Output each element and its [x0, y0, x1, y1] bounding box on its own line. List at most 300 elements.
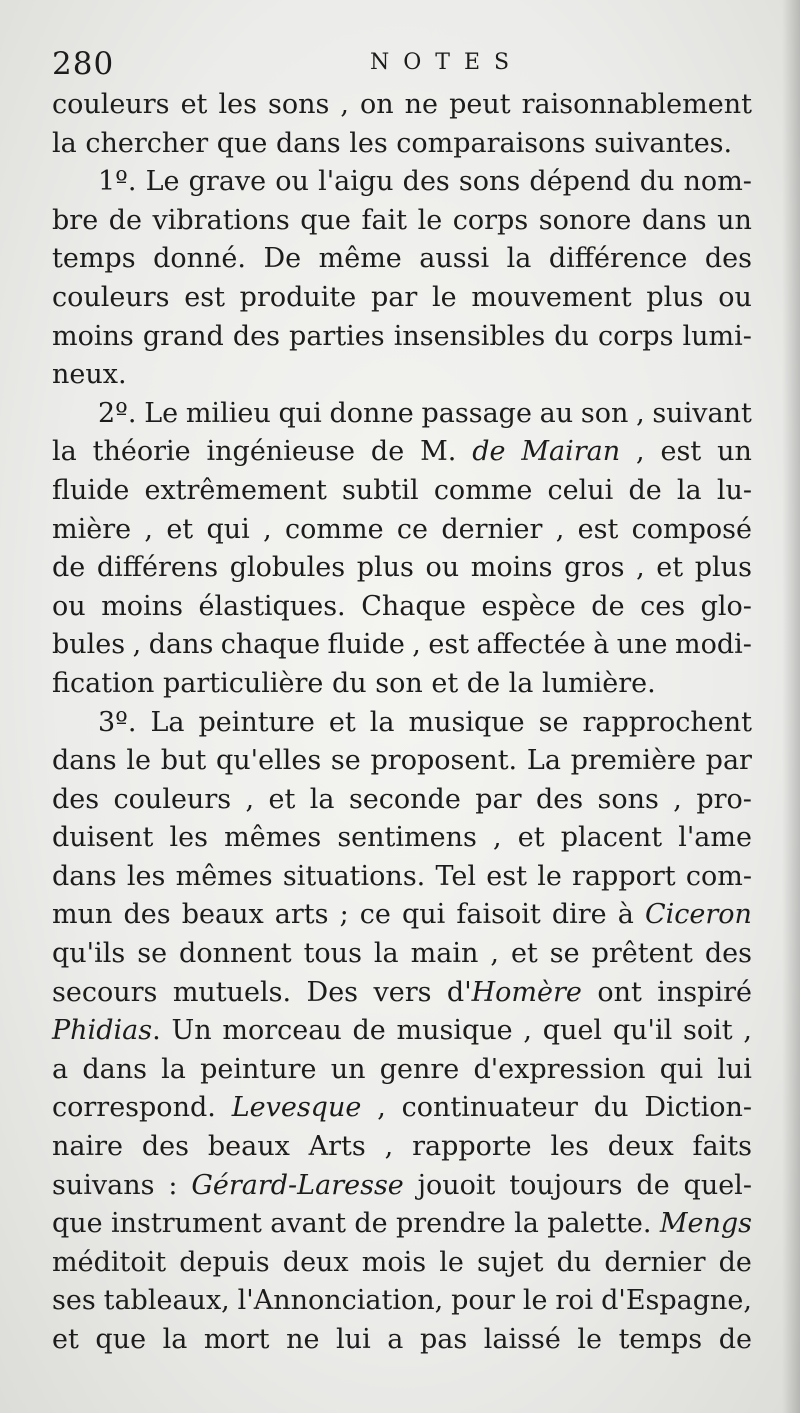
word: affectée	[476, 629, 586, 661]
word: par	[475, 783, 522, 815]
word: 3º.	[98, 706, 137, 738]
word: pas	[419, 1324, 468, 1355]
word: Un	[171, 1015, 212, 1047]
word: la	[676, 474, 702, 506]
word: Arts	[308, 1131, 366, 1163]
word: peinture	[200, 1053, 317, 1085]
word: le	[522, 1285, 548, 1317]
word: comme	[433, 474, 533, 506]
word: main	[410, 938, 479, 970]
word: quel	[542, 1015, 603, 1047]
text-line	[52, 1205, 752, 1244]
word: duisent	[52, 822, 154, 854]
word: d'Homère	[446, 976, 582, 1008]
word: que	[52, 1208, 103, 1240]
word: plus	[694, 552, 752, 584]
word: pour	[451, 1285, 515, 1317]
text-line	[52, 858, 752, 897]
word: et	[431, 667, 459, 699]
word: qu'il	[612, 1015, 673, 1047]
word: vers	[373, 976, 432, 1008]
word: ce	[396, 513, 428, 545]
word: de	[354, 1208, 388, 1240]
word: corps	[452, 204, 529, 236]
word: dépend	[529, 166, 631, 198]
word: des	[704, 243, 752, 275]
word: rapporte	[412, 1131, 532, 1163]
word: Tel	[435, 860, 477, 892]
word: ces	[640, 590, 686, 622]
word: morceau	[222, 1015, 342, 1047]
word: des	[704, 938, 752, 970]
word: méditoit	[52, 1246, 167, 1278]
word: ou	[718, 281, 752, 313]
word: théorie	[92, 436, 191, 468]
word: ,	[384, 1131, 394, 1163]
word: fluide	[52, 474, 130, 506]
word: la	[514, 1208, 539, 1240]
word: ou	[425, 552, 460, 584]
word: ingénieuse	[206, 436, 356, 468]
word: ,	[636, 436, 645, 468]
word: 2º.	[98, 397, 137, 429]
text-line	[52, 1244, 752, 1283]
word: est	[486, 860, 527, 892]
text-line	[52, 742, 752, 781]
word: tous	[303, 938, 362, 970]
word: ,	[377, 1092, 386, 1124]
word: et	[166, 513, 194, 545]
word: comparaisons	[396, 127, 586, 159]
word: suivantes.	[594, 127, 733, 159]
word: ,	[636, 397, 645, 429]
word: que	[95, 1324, 147, 1355]
word: espèce	[481, 590, 576, 622]
word: des	[232, 320, 280, 352]
word: couleurs	[52, 281, 170, 313]
text-line	[52, 781, 752, 820]
word: prêtent	[591, 938, 693, 970]
word: M.	[420, 436, 457, 468]
word: le	[417, 204, 443, 236]
word: le	[126, 745, 151, 777]
word: quel-	[683, 1169, 752, 1201]
word: faisoit	[456, 899, 541, 931]
text-line	[52, 1321, 752, 1360]
word: mière	[52, 513, 132, 545]
word: roi	[555, 1285, 594, 1317]
word: de	[370, 436, 405, 468]
word: du	[331, 667, 367, 699]
word: tableaux,	[103, 1285, 230, 1317]
text-line	[52, 279, 752, 318]
word: La	[150, 706, 185, 738]
word: ,	[412, 629, 421, 661]
text-line	[52, 1012, 752, 1051]
word: moins	[52, 320, 134, 352]
word: dans	[52, 860, 117, 892]
word: le	[577, 1324, 603, 1355]
word: depuis	[179, 1246, 270, 1278]
word: une	[616, 629, 668, 661]
word: les	[550, 1131, 589, 1163]
word: laissé	[483, 1324, 561, 1355]
word: se	[330, 745, 361, 777]
word: ,	[132, 629, 142, 661]
word: :	[168, 1169, 178, 1201]
word: ,	[673, 783, 682, 815]
word: la	[369, 706, 395, 738]
word: passage	[421, 397, 532, 429]
word: musique	[408, 706, 525, 738]
page-gutter-shadow	[782, 0, 800, 1413]
word: grave	[188, 166, 267, 198]
word: ,	[493, 822, 502, 854]
word: est	[660, 436, 702, 468]
word: ,	[555, 513, 565, 545]
word: mort	[203, 1324, 270, 1355]
word: de	[108, 204, 142, 236]
word: par	[705, 745, 752, 777]
word: raisonnablement	[521, 89, 752, 120]
word: des	[535, 783, 584, 815]
word: la	[373, 938, 399, 970]
text-line	[52, 896, 752, 935]
word: le	[439, 1246, 464, 1278]
word: toujours	[509, 1169, 623, 1201]
word: et	[656, 552, 684, 584]
word: donne	[329, 397, 414, 429]
word: comme	[285, 513, 384, 545]
word: et	[510, 938, 538, 970]
word: peut	[449, 89, 511, 120]
word: soit	[682, 1015, 733, 1047]
text-line	[52, 1089, 752, 1128]
word: Le	[145, 166, 180, 198]
word: les	[349, 127, 388, 159]
text-line	[52, 588, 752, 627]
word: suivans	[52, 1169, 155, 1201]
word: chaque	[220, 629, 321, 661]
text-line	[52, 511, 752, 550]
body-text	[52, 86, 752, 1360]
word: son	[580, 397, 629, 429]
word: l'Annonciation,	[237, 1285, 444, 1317]
word: le	[432, 281, 457, 313]
word: du	[639, 166, 675, 198]
word: par	[370, 281, 418, 313]
word: dans	[275, 127, 341, 159]
word: de	[718, 1324, 752, 1355]
text-line	[52, 1167, 752, 1206]
word: se	[137, 938, 168, 970]
text-line	[52, 356, 752, 395]
text-line	[52, 1282, 752, 1321]
word: d'Espagne,	[601, 1285, 752, 1317]
word: ne	[404, 89, 439, 120]
word: et	[268, 783, 296, 815]
text-line	[52, 819, 752, 858]
word: particulière	[162, 667, 324, 699]
word: ,	[523, 1015, 533, 1047]
word: chercher	[85, 127, 209, 159]
word: ,	[743, 1015, 752, 1047]
word: mêmes	[175, 860, 273, 892]
word: gros	[564, 552, 625, 584]
word: du	[556, 1246, 592, 1278]
word: inspiré	[657, 976, 752, 1008]
word: globules	[229, 552, 346, 584]
word: fluide	[327, 629, 405, 661]
word: mun	[52, 899, 113, 931]
word: la	[52, 127, 77, 159]
text-line	[52, 433, 752, 472]
word: sons	[267, 89, 330, 120]
word: bre	[52, 204, 99, 236]
word: qui	[402, 899, 446, 931]
word: que	[300, 204, 351, 236]
word: au	[539, 397, 574, 429]
word: corps	[598, 320, 674, 352]
word: de	[628, 474, 662, 506]
word: prendre	[395, 1208, 506, 1240]
word: se	[538, 706, 569, 738]
word: du	[554, 320, 589, 352]
word: des	[123, 899, 171, 931]
word: peinture	[198, 706, 315, 738]
text-line	[52, 202, 752, 241]
word: Phidias.	[52, 1015, 161, 1047]
word: même	[318, 243, 402, 275]
word: et	[517, 822, 545, 854]
word: un	[717, 204, 752, 236]
word: l'aigu	[318, 166, 394, 198]
word: à	[593, 629, 610, 661]
word: ,	[144, 513, 154, 545]
word: parties	[289, 320, 385, 352]
word: la	[309, 783, 335, 815]
word: ;	[339, 899, 349, 931]
word: sons	[597, 783, 659, 815]
word: fait	[361, 204, 408, 236]
word: dernier	[604, 1246, 706, 1278]
word: Diction-	[644, 1092, 752, 1124]
word: mouvement	[471, 281, 632, 313]
word: plus	[646, 281, 704, 313]
word: dernier	[441, 513, 543, 545]
word: suivant	[652, 397, 752, 429]
word: correspond.	[52, 1092, 216, 1124]
word: temps	[52, 243, 136, 275]
word: moins	[101, 590, 183, 622]
word: jouoit	[417, 1169, 496, 1201]
word: première	[570, 745, 696, 777]
word: glo-	[700, 590, 752, 622]
word: sonore	[538, 204, 632, 236]
word: la	[161, 1053, 186, 1085]
word: but	[160, 745, 207, 777]
word: situations.	[282, 860, 426, 892]
word: dire	[551, 899, 607, 931]
word: dans	[641, 204, 707, 236]
word: est	[184, 281, 225, 313]
word: vibrations	[152, 204, 290, 236]
word: milieu	[185, 397, 271, 429]
text-line	[52, 86, 752, 125]
text-line	[52, 318, 752, 357]
word: qui	[206, 513, 250, 545]
word: sons	[458, 166, 521, 198]
word: des	[52, 783, 100, 815]
word: sujet	[477, 1246, 544, 1278]
word: deux	[282, 1246, 349, 1278]
text-line	[52, 1051, 752, 1090]
word: ont	[597, 976, 642, 1008]
word: naire	[52, 1131, 124, 1163]
word: et	[180, 89, 208, 120]
word: les	[126, 860, 166, 892]
word: grand	[142, 320, 224, 352]
word: extrêmement	[144, 474, 327, 506]
word: nom-	[683, 166, 752, 198]
text-line	[52, 974, 752, 1013]
word: a	[52, 1053, 69, 1085]
word: le	[537, 860, 562, 892]
word: secours	[52, 976, 158, 1008]
word: continuateur	[401, 1092, 578, 1124]
word: et	[52, 1324, 79, 1355]
word: insensibles	[393, 320, 546, 352]
word: son	[375, 667, 423, 699]
word: donnent	[179, 938, 292, 970]
word: Mairan	[521, 436, 621, 468]
word: qui	[278, 397, 322, 429]
word: élastiques.	[198, 590, 346, 622]
word: faits	[692, 1131, 752, 1163]
word: neux.	[52, 359, 127, 391]
word: ou	[52, 590, 86, 622]
text-line	[52, 665, 752, 704]
word: donné.	[153, 243, 246, 275]
word: plus	[356, 552, 414, 584]
word: seconde	[348, 783, 461, 815]
word: ou	[275, 166, 309, 198]
word: ne	[286, 1324, 320, 1355]
word: de	[466, 667, 501, 699]
word: des	[402, 166, 450, 198]
word: la	[506, 243, 532, 275]
word: composé	[631, 513, 752, 545]
text-line	[52, 626, 752, 665]
word: un	[330, 1053, 366, 1085]
word: lui	[336, 1324, 371, 1355]
word: ,	[340, 89, 349, 120]
word: de	[352, 1015, 386, 1047]
word: différens	[96, 552, 219, 584]
word: qu'elles	[216, 745, 322, 777]
word: aussi	[419, 243, 490, 275]
word: Chaque	[361, 590, 466, 622]
text-line	[52, 395, 752, 434]
word: dans	[148, 629, 214, 661]
word: De	[263, 243, 302, 275]
page-number: 280	[52, 46, 115, 82]
word: bules	[52, 629, 126, 661]
word: lumière.	[541, 667, 656, 699]
word: musique	[396, 1015, 513, 1047]
word: palette.	[547, 1208, 652, 1240]
word: la	[162, 1324, 188, 1355]
word: dans	[52, 745, 117, 777]
word: rapprochent	[582, 706, 752, 738]
word: est	[428, 629, 470, 661]
word: couleurs	[52, 89, 170, 120]
word: ses	[52, 1285, 96, 1317]
text-line	[52, 163, 752, 202]
word: est	[577, 513, 619, 545]
word: ,	[636, 552, 645, 584]
word: Des	[306, 976, 359, 1008]
word: se	[549, 938, 580, 970]
word: de	[591, 590, 625, 622]
word: deux	[607, 1131, 674, 1163]
word: moins	[470, 552, 553, 584]
word: produite	[239, 281, 357, 313]
word: lumi-	[682, 320, 752, 352]
word: ce	[359, 899, 391, 931]
word: lu-	[716, 474, 752, 506]
text-line	[52, 472, 752, 511]
word: sentimens	[337, 822, 477, 854]
word: La	[526, 745, 561, 777]
word: de	[718, 1246, 752, 1278]
word: des	[141, 1131, 189, 1163]
word: a	[387, 1324, 404, 1355]
word: ,	[263, 513, 272, 545]
text-line	[52, 549, 752, 588]
word: du	[593, 1092, 629, 1124]
word: com-	[685, 860, 752, 892]
word: mois	[361, 1246, 427, 1278]
word: rapport	[572, 860, 676, 892]
text-line	[52, 1128, 752, 1167]
word: de	[472, 436, 506, 468]
word: instrument	[111, 1208, 262, 1240]
word: les	[218, 89, 257, 120]
word: Ciceron	[644, 899, 752, 931]
word: et	[328, 706, 356, 738]
word: 1º.	[98, 166, 137, 198]
word: la	[508, 667, 534, 699]
text-line	[52, 935, 752, 974]
word: de	[52, 552, 86, 584]
word: dans	[82, 1053, 147, 1085]
word: la	[52, 436, 77, 468]
word: mêmes	[224, 822, 322, 854]
word: qu'ils	[52, 938, 126, 970]
word: temps	[618, 1324, 703, 1355]
word: qui	[659, 1053, 704, 1085]
word: un	[717, 436, 752, 468]
word: on	[359, 89, 394, 120]
word: genre	[379, 1053, 460, 1085]
word: arts	[274, 899, 329, 931]
word: pro-	[696, 783, 752, 815]
word: Mengs	[659, 1208, 752, 1240]
word: d'expression	[473, 1053, 646, 1085]
word: couleurs	[113, 783, 232, 815]
word: fication	[52, 667, 155, 699]
